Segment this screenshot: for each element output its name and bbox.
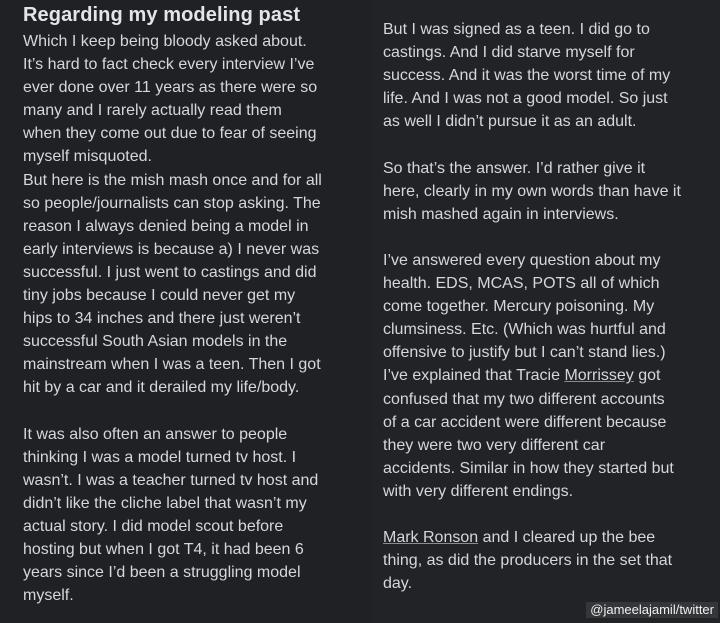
text-line: It was also often an answer to people [23, 425, 288, 443]
paragraph-mish-mash [23, 169, 372, 400]
text-line: ever done over 11 years as there were so [23, 79, 318, 97]
text-line: But here is the mish mash once and for all [23, 171, 322, 189]
text-line: early interviews is because a) I never was [23, 240, 320, 258]
paragraph-the-answer [383, 157, 720, 226]
text-line: wasn’t. I was a teacher turned tv host and [23, 471, 319, 489]
text-line: they were two very different car [383, 436, 606, 454]
text-line: thing, as did the producers in the set that [383, 552, 673, 570]
text-line: with very different endings. [383, 482, 574, 500]
text-line: tiny jobs because I could never get my [23, 287, 296, 305]
text-line: mish mashed again in interviews. [383, 205, 619, 223]
text-line-with-mention [383, 364, 720, 387]
text-line: It’s hard to fact check every interview I’ve [23, 56, 315, 74]
text-line: thinking I was a model turned tv host. I [23, 448, 297, 466]
text-line-with-mention [383, 526, 720, 549]
mention-link-mark-ronson[interactable]: Mark Ronson [383, 529, 479, 547]
text-line: actual story. I did model scout before [23, 517, 284, 535]
text-line: success. And it was the worst time of my [383, 67, 671, 85]
text-line: years since I’d been a struggling model [23, 564, 301, 582]
text-line: didn’t like the cliche label that wasn’t my [23, 494, 307, 512]
text-line: so people/journalists can stop asking. The [23, 194, 321, 212]
paragraph-bee-thing [383, 526, 720, 595]
paragraph-intro [23, 30, 372, 169]
paragraph-signed-as-teen [383, 18, 720, 133]
text-line: here, clearly in my own words than have it [383, 182, 681, 200]
source-watermark: @jameelajamil/twitter [586, 602, 718, 618]
text-line: hips to 34 inches and there just weren’t [23, 310, 301, 328]
text-line: reason I always denied being a model in [23, 217, 309, 235]
paragraph-gap [23, 400, 372, 423]
text-line: life. And I was not a good model. So just [383, 90, 668, 108]
text-line: health. EDS, MCAS, POTS all of which [383, 275, 660, 293]
text-line: castings. And I did starve myself for [383, 44, 635, 62]
text-line: successful South Asian models in the [23, 333, 288, 351]
post-title: Regarding my modeling past [23, 4, 301, 26]
text-segment: and I cleared up the bee [478, 529, 656, 547]
text-segment: I’ve explained that Tracie [383, 367, 565, 385]
text-line: clumsiness. Etc. (Which was hurtful and [383, 321, 666, 339]
text-line: as well I didn’t pursue it as an adult. [383, 113, 637, 131]
text-line: But I was signed as a teen. I did go to [383, 21, 650, 38]
paragraph-gap [383, 133, 720, 156]
text-line: offensive to justify but I can’t stand lies.) [383, 344, 666, 362]
right-column [372, 0, 720, 623]
text-line: myself. [23, 587, 74, 605]
text-line: So that’s the answer. I’d rather give it [383, 159, 646, 177]
text-line: hit by a car and it derailed my life/body. [23, 379, 300, 397]
text-line: confused that my two different accounts [383, 390, 665, 408]
text-line: hosting but when I got T4, it had been 6 [23, 541, 304, 559]
text-line: of a car accident were different because [383, 413, 667, 431]
text-line: mainstream when I was a teen. Then I got [23, 356, 321, 374]
text-segment: got [633, 367, 661, 385]
text-line: I’ve answered every question about my [383, 251, 661, 269]
text-line: successful. I just went to castings and did [23, 263, 317, 281]
text-line: come together. Mercury poisoning. My [383, 298, 655, 316]
paragraph-tv-host [23, 423, 372, 608]
paragraph-health [383, 249, 720, 503]
text-line: accidents. Similar in how they started but [383, 459, 674, 477]
paragraph-gap [383, 226, 720, 249]
text-line: Which I keep being bloody asked about. [23, 33, 307, 50]
mention-link-morrissey[interactable]: Morrissey [564, 367, 634, 385]
text-line: many and I rarely actually read them [23, 102, 282, 120]
text-line: day. [383, 575, 413, 593]
text-line: when they come out due to fear of seeing [23, 125, 317, 143]
text-line: myself misquoted. [23, 148, 152, 166]
paragraph-gap [383, 503, 720, 526]
